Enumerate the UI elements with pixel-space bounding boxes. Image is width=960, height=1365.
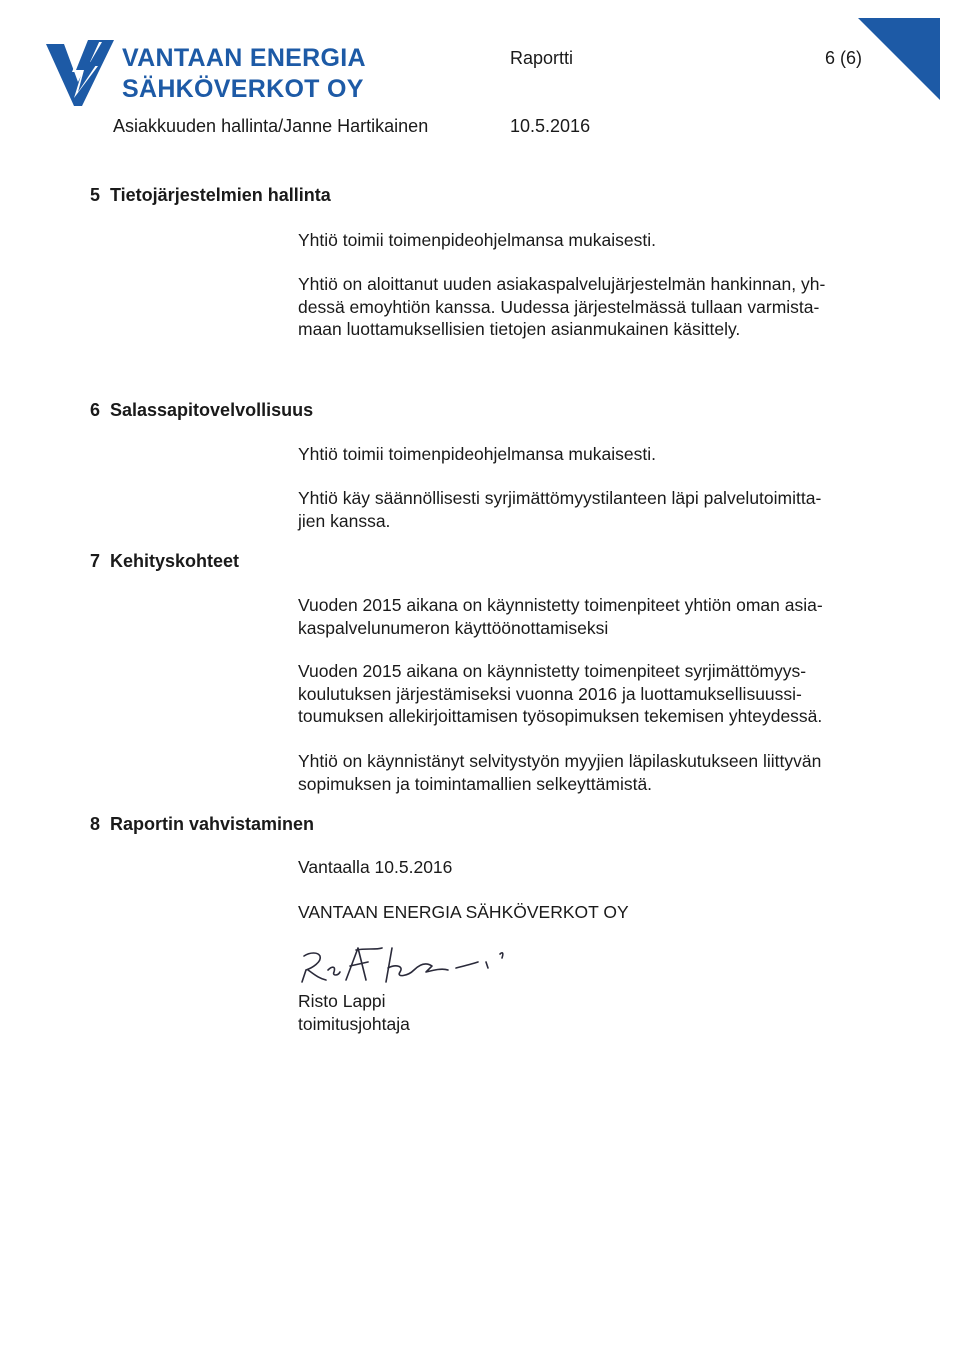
paragraph	[298, 487, 898, 532]
section-title: Salassapitovelvollisuus	[110, 400, 314, 420]
page-number: 6 (6)	[825, 48, 863, 68]
paragraph-line: maan luottamuksellisien tietojen asianmukainen käsittely.	[298, 319, 741, 339]
section-heading-7	[90, 551, 239, 572]
doc-type: Raportti	[510, 48, 574, 68]
signer-name: Risto Lappi	[298, 991, 386, 1011]
paragraph-line: dessä emoyhtiön kanssa. Uudessa järjestelmässä tullaan varmista-	[298, 296, 820, 317]
section-number: 5	[90, 185, 101, 205]
paragraph-line: koulutuksen järjestämiseksi vuonna 2016 ja luottamuksellisuussi-	[298, 683, 802, 704]
paragraph	[298, 229, 898, 252]
section-number: 7	[90, 551, 101, 571]
place-date: Vantaalla 10.5.2016	[298, 857, 453, 877]
section-heading-5	[90, 185, 331, 206]
paragraph-line: Yhtiö käy säännöllisesti syrjimättömyystilanteen läpi palvelutoimitta-	[298, 488, 822, 508]
paragraph-line: Yhtiö toimii toimenpideohjelmansa mukaisesti.	[298, 230, 656, 250]
section-title: Raportin vahvistaminen	[110, 814, 315, 834]
section-heading-6	[90, 400, 313, 421]
company-name-line2: SÄHKÖVERKOT OY	[122, 75, 364, 103]
paragraph	[298, 660, 898, 728]
company-name-line1: VANTAAN ENERGIA	[122, 44, 366, 72]
paragraph	[298, 443, 898, 466]
paragraph-line: Vuoden 2015 aikana on käynnistetty toimenpiteet yhtiön oman asia-	[298, 595, 823, 615]
paragraph-line: jien kanssa.	[298, 510, 391, 531]
paragraph-line: Yhtiö on aloittanut uuden asiakaspalvelujärjestelmän hankinnan, yh-	[298, 274, 826, 294]
section-heading-8	[90, 814, 314, 835]
company-logo-mark	[44, 36, 116, 108]
section-number: 6	[90, 400, 101, 420]
paragraph-line: Yhtiö on käynnistänyt selvitystyön myyjien läpilaskutukseen liittyvän	[298, 751, 822, 771]
header-date: 10.5.2016	[510, 116, 591, 136]
section-title: Tietojärjestelmien hallinta	[110, 185, 331, 205]
paragraph-line: Vuoden 2015 aikana on käynnistetty toimenpiteet syrjimättömyys-	[298, 661, 807, 681]
signing-company: VANTAAN ENERGIA SÄHKÖVERKOT OY	[298, 902, 629, 922]
author-line: Asiakkuuden hallinta/Janne Hartikainen	[113, 116, 429, 136]
paragraph-line: sopimuksen ja toimintamallien selkeyttämistä.	[298, 773, 653, 794]
paragraph	[298, 273, 898, 341]
paragraph-line: Yhtiö toimii toimenpideohjelmansa mukaisesti.	[298, 444, 656, 464]
paragraph-line: kaspalvelunumeron käyttöönottamiseksi	[298, 617, 609, 638]
paragraph	[298, 750, 898, 795]
paragraph-line: toumuksen allekirjoittamisen työsopimuksen tekemisen yhteydessä.	[298, 706, 823, 726]
section-number: 8	[90, 814, 101, 834]
section-title: Kehityskohteet	[110, 551, 240, 571]
paragraph	[298, 594, 898, 639]
signer-title: toimitusjohtaja	[298, 1014, 410, 1034]
corner-triangle-mark	[858, 18, 940, 100]
